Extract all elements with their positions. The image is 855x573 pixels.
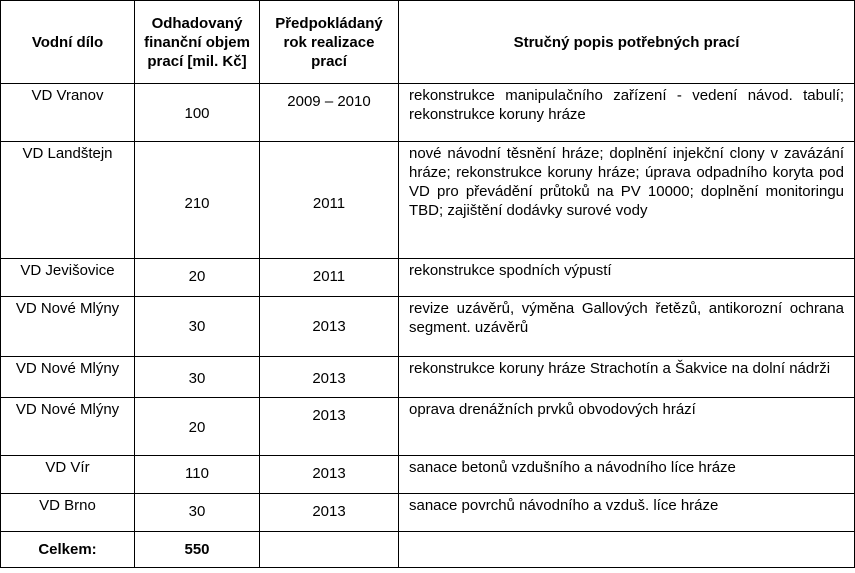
water-work-name: VD Vranov	[1, 84, 135, 142]
header-planned-year: Předpokládaný rok realizace prací	[260, 1, 399, 84]
table-row	[1, 142, 855, 259]
table-row	[1, 357, 855, 398]
header-work-description: Stručný popis potřebných prací	[399, 1, 855, 84]
estimated-cost: 20	[135, 398, 260, 456]
total-value: 550	[135, 532, 260, 568]
water-work-name: VD Landštejn	[1, 142, 135, 259]
planned-year: 2013	[260, 398, 399, 456]
work-description: rekonstrukce spodních výpustí	[399, 259, 855, 297]
work-description: revize uzávěrů, výměna Gallových řetězů, antikorozní ochrana segment. uzávěrů	[399, 297, 855, 357]
estimated-cost: 100	[135, 84, 260, 142]
water-work-name: VD Nové Mlýny	[1, 357, 135, 398]
total-label: Celkem:	[1, 532, 135, 568]
work-description: nové návodní těsnění hráze; doplnění injekční clony v zavázání hráze; rekonstrukce koruny hráze; úprava odpadního koryta pod VD pro převádění průtoků na PV 10000; doplnění monitoringu TBD; zajištění dodávky surové vody	[399, 142, 855, 259]
table-row	[1, 494, 855, 532]
planned-year: 2011	[260, 142, 399, 259]
estimated-cost: 210	[135, 142, 260, 259]
table-row	[1, 456, 855, 494]
estimated-cost: 30	[135, 297, 260, 357]
header-estimated-cost: Odhadovaný finanční objem prací [mil. Kč]	[135, 1, 260, 84]
work-description: oprava drenážních prvků obvodových hrází	[399, 398, 855, 456]
estimated-cost: 30	[135, 494, 260, 532]
planned-year: 2013	[260, 297, 399, 357]
planned-year: 2013	[260, 357, 399, 398]
table-row	[1, 259, 855, 297]
planned-year: 2013	[260, 494, 399, 532]
planned-year: 2011	[260, 259, 399, 297]
table-row	[1, 398, 855, 456]
water-work-name: VD Vír	[1, 456, 135, 494]
water-work-name: VD Nové Mlýny	[1, 297, 135, 357]
total-description-empty	[399, 532, 855, 568]
estimated-cost: 30	[135, 357, 260, 398]
estimated-cost: 110	[135, 456, 260, 494]
table-row	[1, 297, 855, 357]
work-description: sanace betonů vzdušního a návodního líce hráze	[399, 456, 855, 494]
water-work-name: VD Nové Mlýny	[1, 398, 135, 456]
planned-year: 2009 – 2010	[260, 84, 399, 142]
work-description: rekonstrukce koruny hráze Strachotín a Šakvice na dolní nádrži	[399, 357, 855, 398]
work-description: rekonstrukce manipulačního zařízení - vedení návod. tabulí; rekonstrukce koruny hráze	[399, 84, 855, 142]
work-description: sanace povrchů návodního a vzduš. líce hráze	[399, 494, 855, 532]
table-row	[1, 84, 855, 142]
water-work-name: VD Brno	[1, 494, 135, 532]
water-work-name: VD Jevišovice	[1, 259, 135, 297]
estimated-cost: 20	[135, 259, 260, 297]
header-row	[1, 1, 855, 84]
planned-year: 2013	[260, 456, 399, 494]
total-year-empty	[260, 532, 399, 568]
total-row	[1, 532, 855, 568]
header-water-work: Vodní dílo	[1, 1, 135, 84]
